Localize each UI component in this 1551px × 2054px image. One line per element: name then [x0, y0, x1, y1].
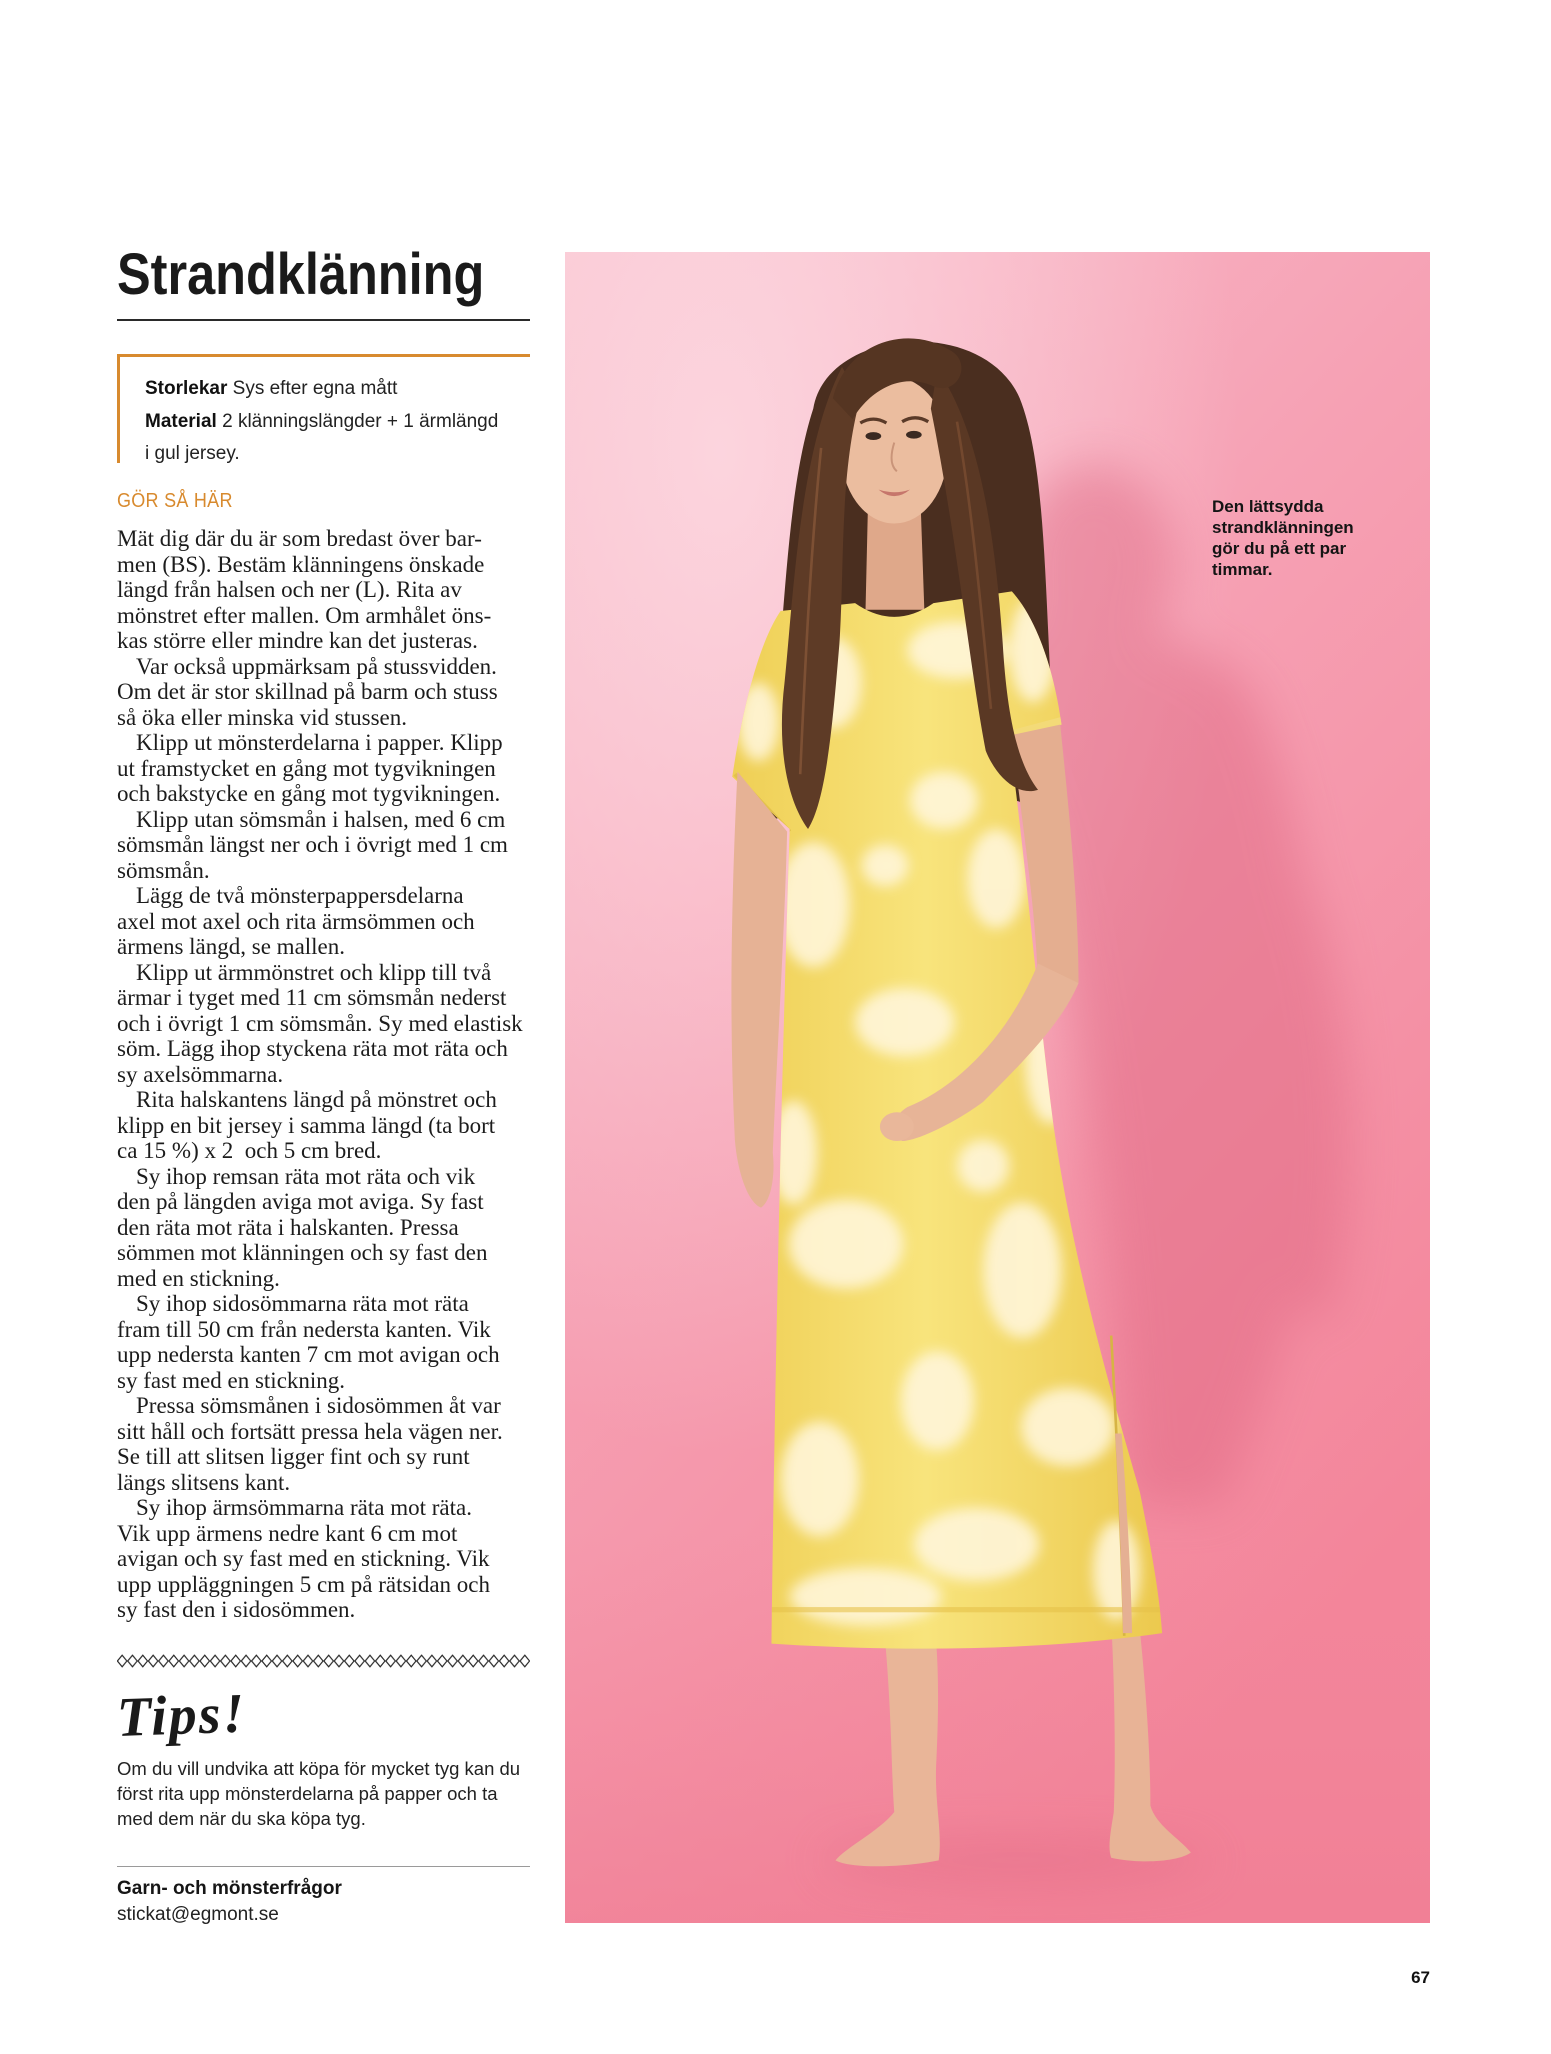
instruction-line: sitt håll och fortsätt pressa hela vägen ner. [117, 1418, 503, 1444]
instruction-line: med en stickning. [117, 1265, 280, 1291]
instruction-line: Klipp utan sömsmån i halsen, med 6 cm [136, 806, 506, 832]
contact-heading: Garn- och mönsterfrågor [117, 1878, 342, 1899]
instruction-line: Se till att slitsen ligger fint och sy runt [117, 1444, 470, 1469]
title-divider [117, 319, 530, 321]
sizes-value: Sys efter egna mått [232, 378, 398, 399]
instruction-line: sy axelsömmarna. [117, 1061, 284, 1087]
instruction-line: ärmar i tyget med 11 cm sömsmån nederst [117, 985, 507, 1010]
contact-email: stickat@egmont.se [117, 1904, 279, 1925]
instruction-line: Mät dig där du är som bredast över bar- [117, 526, 482, 551]
tips-line: Om du vill undvika att köpa för mycket tyg kan du [117, 1758, 521, 1779]
instruction-paragraph [117, 1495, 530, 1623]
instruction-paragraph [117, 1393, 530, 1495]
tips-heading: Tips! [115, 1682, 248, 1749]
instruction-line: Pressa sömsmånen i sidosömmen åt var [136, 1393, 501, 1418]
instruction-paragraph [117, 1291, 530, 1393]
instruction-line: sömsmån. [117, 857, 210, 883]
sizes-label: Storlekar [145, 378, 228, 399]
instructions-body [117, 526, 530, 1623]
instruction-paragraph [117, 730, 530, 807]
material-label: Material [145, 410, 217, 432]
instruction-line: men (BS). Bestäm klänningens önskade [117, 551, 485, 577]
instruction-line: axel mot axel och rita ärmsömmen och [117, 908, 475, 934]
instruction-line: Om det är stor skillnad på barm och stuss [117, 679, 498, 704]
instruction-line: ca 15 %) x 2 och 5 cm bred. [117, 1138, 382, 1163]
contact-divider [117, 1866, 530, 1867]
instruction-paragraph [117, 807, 530, 884]
caption-line: gör du på ett par [1212, 539, 1347, 558]
instruction-paragraph [117, 960, 530, 1088]
caption-line: strandklänningen [1212, 518, 1354, 537]
instruction-line: ut framstycket en gång mot tygvikningen [117, 755, 496, 781]
instruction-line: sömsmån längst ner och i övrigt med 1 cm [117, 832, 508, 857]
caption-line: timmar. [1212, 560, 1273, 579]
instruction-line: Klipp ut ärmmönstret och klipp till två [136, 959, 492, 985]
instruction-line: kas större eller mindre kan det justeras. [117, 628, 478, 653]
photo-caption [1212, 496, 1412, 580]
caption-line: Den lättsydda [1212, 497, 1324, 516]
instruction-paragraph [117, 526, 530, 654]
instruction-line: Vik upp ärmens nedre kant 6 cm mot [117, 1520, 458, 1546]
instruction-line: längd från halsen och ner (L). Rita av [117, 577, 462, 602]
instruction-line: den räta mot räta i halskanten. Pressa [117, 1214, 459, 1240]
instruction-line: Lägg de två mönsterpappersdelarna [136, 883, 464, 908]
instruction-line: Sy ihop ärmsömmarna räta mot räta. [136, 1495, 472, 1520]
tips-line: först rita upp mönsterdelarna på papper och ta [117, 1783, 498, 1804]
instruction-line: den på längden aviga mot aviga. Sy fast [117, 1189, 484, 1214]
sizes-row [145, 373, 530, 406]
instruction-line: upp uppläggningen 5 cm på rätsidan och [117, 1571, 491, 1597]
instruction-line: längs slitsens kant. [117, 1469, 291, 1495]
instruction-line: så öka eller minska vid stussen. [117, 704, 408, 730]
page-title: Strandklänning [117, 242, 485, 307]
instruction-line: söm. Lägg ihop styckena räta mot räta och [117, 1036, 508, 1061]
instruction-paragraph [117, 1087, 530, 1164]
instruction-line: mönstret efter mallen. Om armhålet öns- [117, 602, 492, 628]
instruction-line: klipp en bit jersey i samma längd (ta bort [117, 1112, 496, 1138]
instruction-line: sy fast med en stickning. [117, 1367, 346, 1393]
page-number: 67 [1411, 1968, 1430, 1987]
tips-line: med dem när du ska köpa tyg. [117, 1808, 366, 1829]
instruction-line: sömmen mot klänningen och sy fast den [117, 1240, 488, 1265]
instruction-line: ärmens längd, se mallen. [117, 934, 346, 959]
instruction-line: Klipp ut mönsterdelarna i papper. Klipp [136, 730, 503, 755]
instruction-line: Sy ihop remsan räta mot räta och vik [136, 1163, 476, 1189]
instruction-paragraph [117, 1164, 530, 1292]
instruction-line: sy fast den i sidosömmen. [117, 1597, 356, 1622]
material-row-continued: i gul jersey. [145, 443, 240, 464]
tips-text [117, 1756, 530, 1831]
instructions-heading: GÖR SÅ HÄR [117, 490, 233, 512]
instruction-paragraph [117, 654, 530, 731]
instruction-line: avigan och sy fast med en stickning. Vik [117, 1546, 490, 1571]
instruction-line: Sy ihop sidosömmarna räta mot räta [136, 1291, 469, 1316]
instruction-line: upp nedersta kanten 7 cm mot avigan och [117, 1342, 500, 1367]
instruction-line: och bakstycke en gång mot tygvikningen. [117, 781, 501, 806]
material-value: 2 klänningslängder + 1 ärmlängd [222, 410, 499, 432]
instruction-line: fram till 50 cm från nedersta kanten. Vik [117, 1316, 491, 1342]
instruction-line: Var också uppmärksam på stussvidden. [136, 653, 497, 679]
diamond-border-divider [117, 1654, 530, 1668]
material-row [145, 406, 530, 439]
instruction-line: Rita halskantens längd på mönstret och [136, 1087, 497, 1112]
instruction-paragraph [117, 883, 530, 960]
facts-box [117, 354, 530, 463]
instruction-line: och i övrigt 1 cm sömsmån. Sy med elastisk [117, 1010, 523, 1036]
